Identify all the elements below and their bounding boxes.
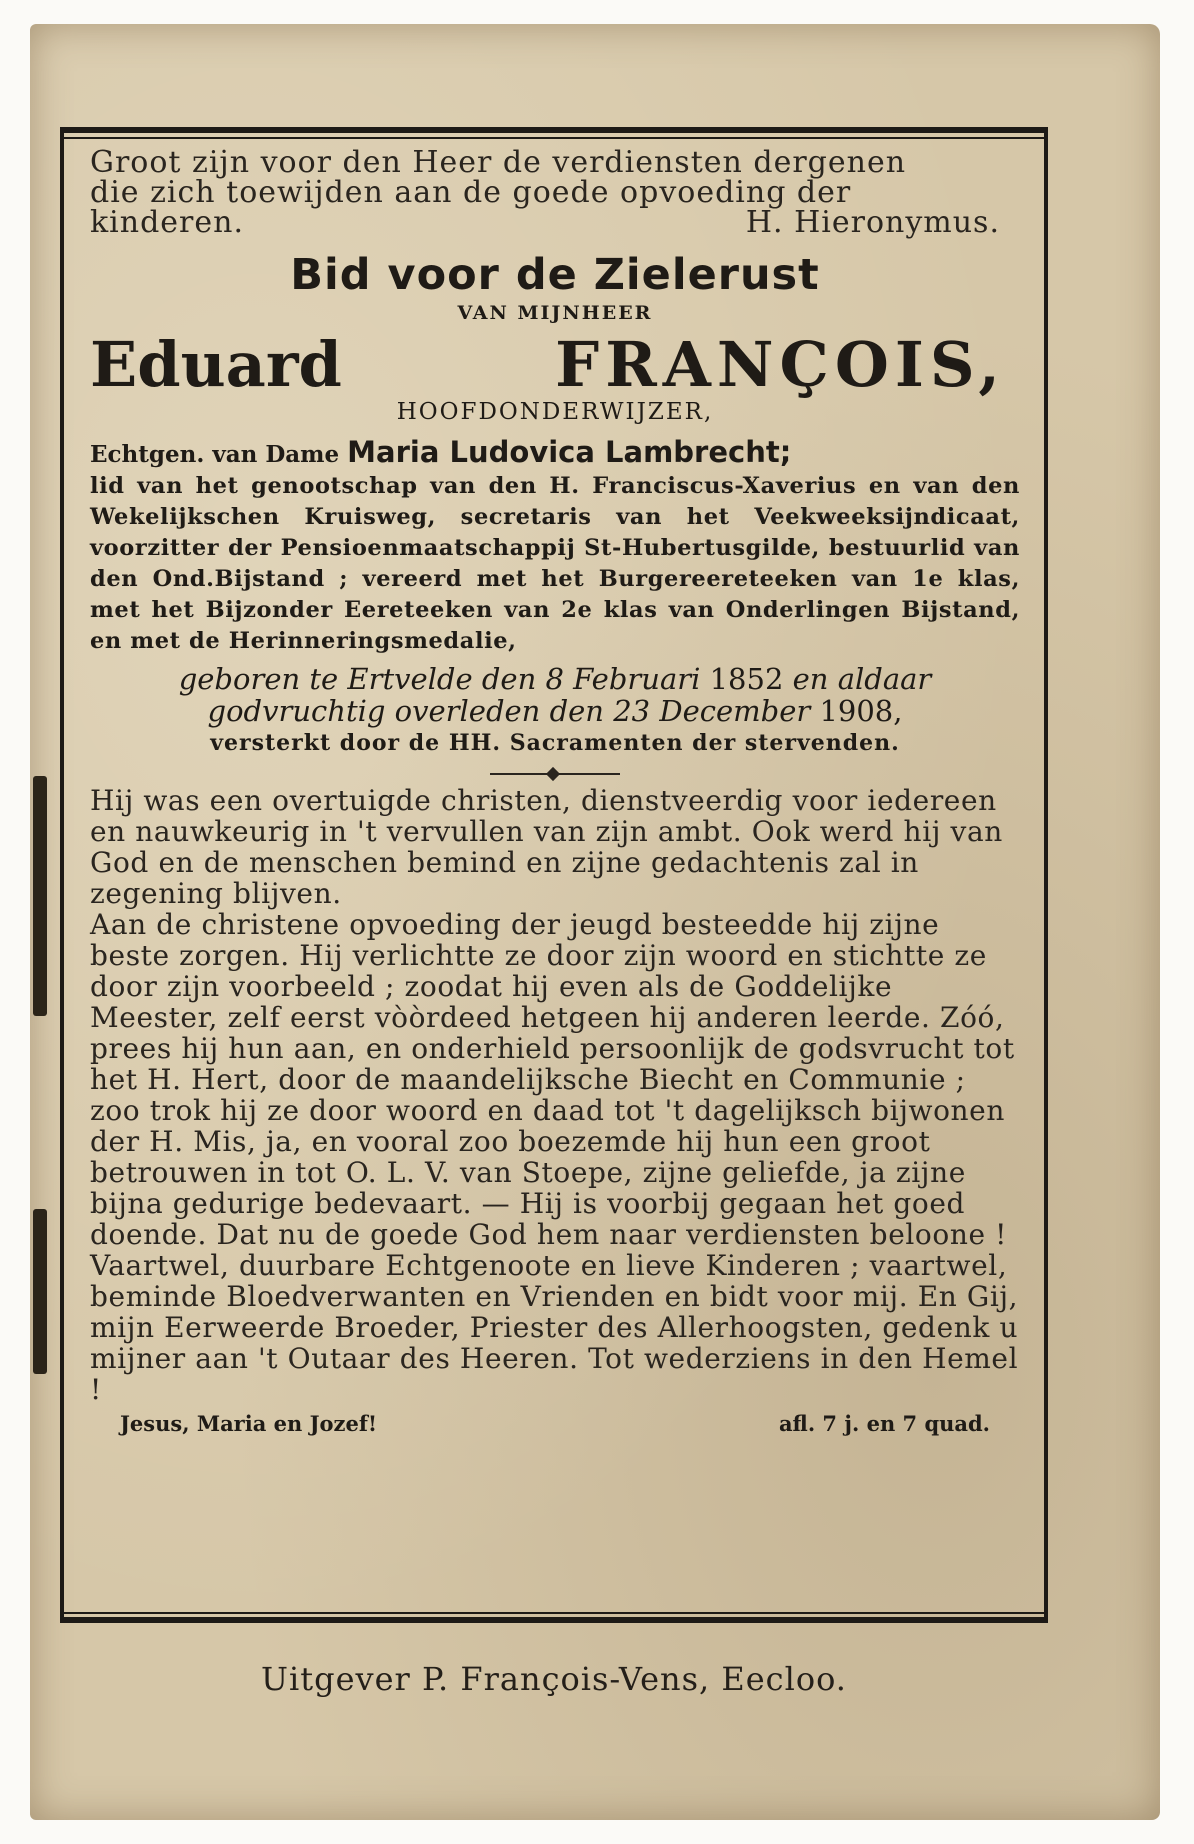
deceased-name: [90, 328, 1020, 401]
first-name: Eduard: [90, 328, 342, 401]
eulogy-text: [90, 785, 1020, 1405]
frame-inner-rule-bottom: [60, 1612, 1048, 1614]
birth-text: geboren te Ertvelde den 8 Februari: [178, 662, 701, 696]
honorific-subtitle: VAN MIJNHEER: [457, 302, 653, 324]
opening-quote: [90, 145, 1020, 240]
invocation: Jesus, Maria en Jozef!: [120, 1411, 378, 1436]
spouse-line: [90, 435, 1020, 469]
quote-line: Groot zijn voor den Heer de verdiensten dergenen: [90, 145, 907, 180]
prayer-title: Bid voor de Zielerust: [290, 250, 820, 300]
quote-source: H. Hieronymus.: [745, 205, 1000, 240]
ornamental-divider: [490, 773, 620, 775]
birth-year: 1852: [709, 662, 784, 696]
publisher-imprint: Uitgever P. François-Vens, Eecloo.: [261, 1660, 847, 1698]
sacraments-line: versterkt door de HH. Sacramenten der stervenden.: [210, 730, 900, 756]
eulogy-paragraph: Vaartwel, duurbare Echtgenoote en lieve Kinderen ; vaartwel, beminde Bloedverwanten en Vrienden en bidt voor mij. En Gij, mijn Eerweerde Broeder, Priester des Allerhoogsten, gedenk u mijner aan 't Outaar des Heeren. Tot wederziens in den Hemel !: [90, 1249, 1019, 1406]
spouse-prefix: Echtgen. van Dame: [90, 441, 340, 468]
death-year: 1908,: [819, 694, 903, 728]
occupation: HOOFDONDERWIJZER,: [396, 399, 714, 425]
death-text: godvruchtig overleden den 23 December: [207, 694, 811, 728]
eulogy-paragraph: Aan de christene opvoeding der jeugd besteedde hij zijne beste zorgen. Hij verlichtte ze door zijn woord en stichtte ze door zijn voorbeeld ; zoodat hij even als de Goddelijke Meester, zelf eerst vòòrdeed hetgeen hij anderen leerde. Zóó, prees hij hun aan, en onderhield persoonlijk de godsvrucht tot het H. Hert, door de maandelijksche Biecht en Communie ; zoo trok hij ze door woord en daad tot 't dagelijksch bijwonen der H. Mis, ja, en vooral zoo boezemde hij hun een groot betrouwen in tot O. L. V. van Stoepe, zijne geliefde, ja zijne bijna gedurige bedevaart. — Hij is voorbij gegaan het goed doende. Dat nu de goede God hem naar verdiensten beloone !: [90, 908, 1015, 1251]
indulgence: afl. 7 j. en 7 quad.: [778, 1411, 990, 1436]
staple-mark: [33, 776, 47, 1016]
frame-inner-rule-top: [60, 137, 1048, 139]
surname: FRANÇOIS,: [555, 328, 1006, 401]
staple-mark: [33, 1209, 47, 1374]
closing-line: [90, 1411, 1020, 1436]
quote-line: kinderen.: [90, 205, 245, 240]
death-line: [90, 695, 1020, 727]
birth-text-cont: en aldaar: [792, 662, 932, 696]
biography: lid van het genootschap van den H. Franciscus-Xaverius en van den Wekelijkschen Kruisweg, secretaris van het Veekweeksijndicaat, voorzitter der Pensioenmaatschappij St-Hubertusgilde, bestuurlid van den Ond.Bijstand ; vereerd met het Burgereereteeken van 1e klas, met het Bijzonder Eereteeken van 2e klas van Onderlingen Bijstand, en met de Herinneringsmedalie,: [90, 473, 1020, 654]
spouse-name: Maria Ludovica Lambrecht;: [347, 435, 792, 469]
quote-line: die zich toewijden aan de goede opvoeding der: [90, 175, 852, 210]
birth-death-dates: [90, 663, 1020, 759]
card-content: [90, 145, 1020, 1436]
eulogy-paragraph: Hij was een overtuigde christen, dienstveerdig voor iedereen en nauwkeurig in 't vervullen van zijn ambt. Ook werd hij van God en de menschen bemind en zijne gedachtenis zal in zegening blijven.: [90, 784, 1003, 910]
birth-line: [90, 663, 1020, 695]
